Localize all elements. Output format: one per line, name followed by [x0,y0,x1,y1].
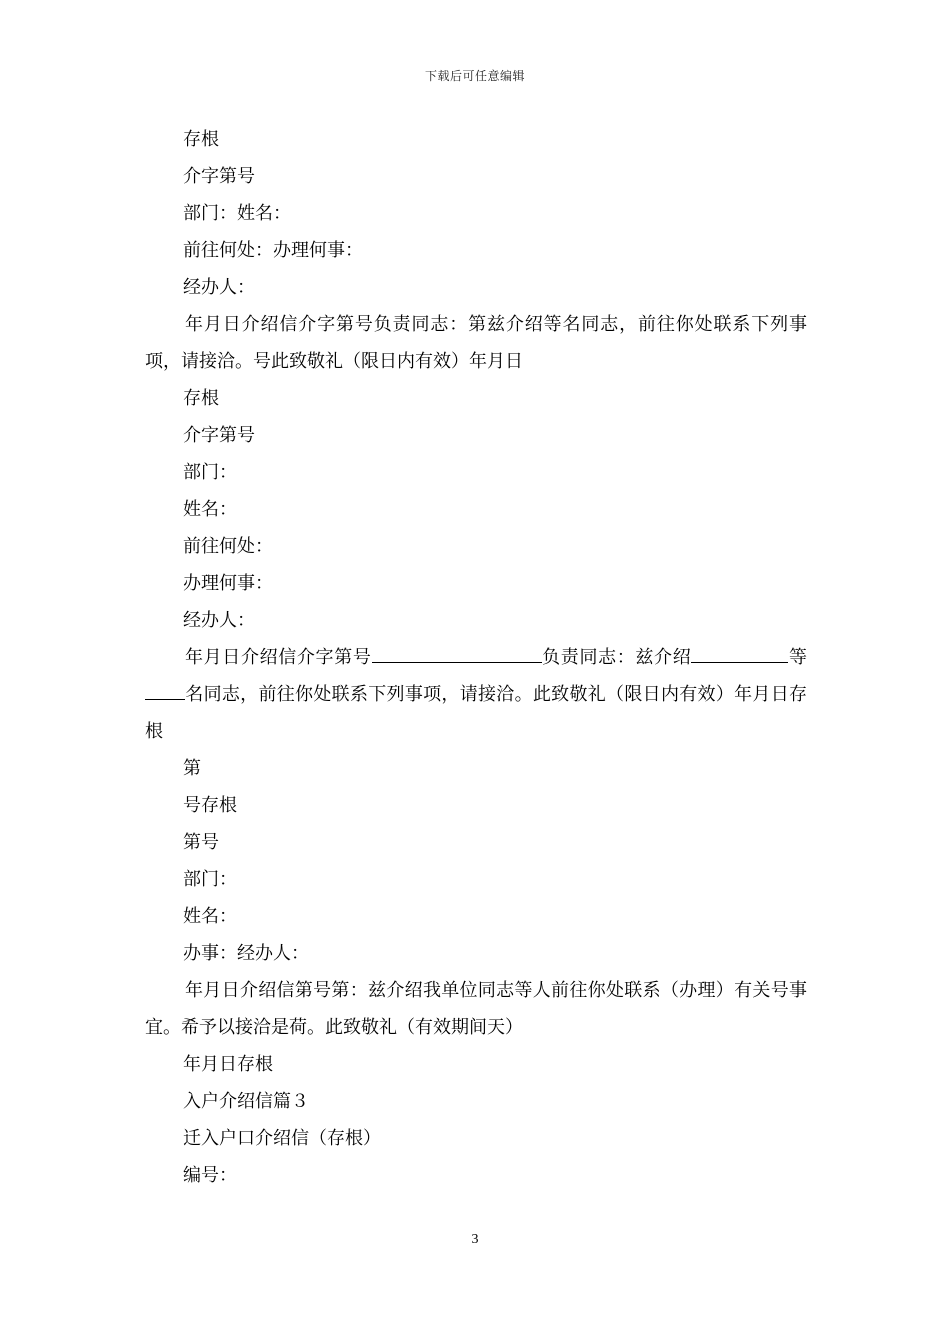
text-line: 部门： [183,869,237,890]
text-paragraph-blanks [145,639,807,750]
page-number: 3 [471,1232,479,1247]
text-line: 经办人： [183,610,255,631]
text-line: 存根 [183,388,219,409]
text-paragraph: 年月日介绍信介字第号负责同志：第兹介绍等名同志，前往你处联系下列事项，请接洽。号此致敬礼（限日内有效）年月日 [145,314,807,372]
fill-blank [372,642,542,663]
text-line: 办理何事： [183,573,273,594]
page-header: 下载后可任意编辑 [424,69,525,83]
text-segment: 年月日介绍信介字第号 [185,647,372,668]
text-line: 前往何处：办理何事： [183,240,363,261]
text-line: 迁入户口介绍信（存根） [183,1128,381,1149]
text-line: 存根 [183,129,219,150]
section-title: 入户介绍信篇３ [183,1091,309,1112]
text-line: 编号： [183,1165,237,1186]
text-paragraph: 年月日介绍信第号第：兹介绍我单位同志等人前往你处联系（办理）有关号事宜。希予以接洽是荷。此致敬礼（有效期间天） [145,980,807,1038]
text-segment: 负责同志：兹介绍 [541,647,692,668]
text-line: 年月日存根 [183,1054,273,1075]
text-line: 姓名： [183,499,237,520]
text-line: 第号 [183,832,219,853]
fill-blank [145,679,185,700]
text-line: 姓名： [183,906,237,927]
text-line: 第 [183,758,201,779]
fill-blank [691,642,788,663]
text-line: 介字第号 [183,425,255,446]
text-line: 部门： [183,462,237,483]
text-line: 号存根 [183,795,237,816]
text-line: 办事：经办人： [183,943,309,964]
document-body [145,121,807,1194]
text-line: 部门：姓名： [183,203,291,224]
text-segment: 等 [788,647,808,668]
text-line: 经办人： [183,277,255,298]
text-line: 介字第号 [183,166,255,187]
text-segment: 名同志，前往你处联系下列事项，请接洽。此致敬礼（限日内有效）年月日存根 [145,684,807,742]
text-line: 前往何处： [183,536,273,557]
